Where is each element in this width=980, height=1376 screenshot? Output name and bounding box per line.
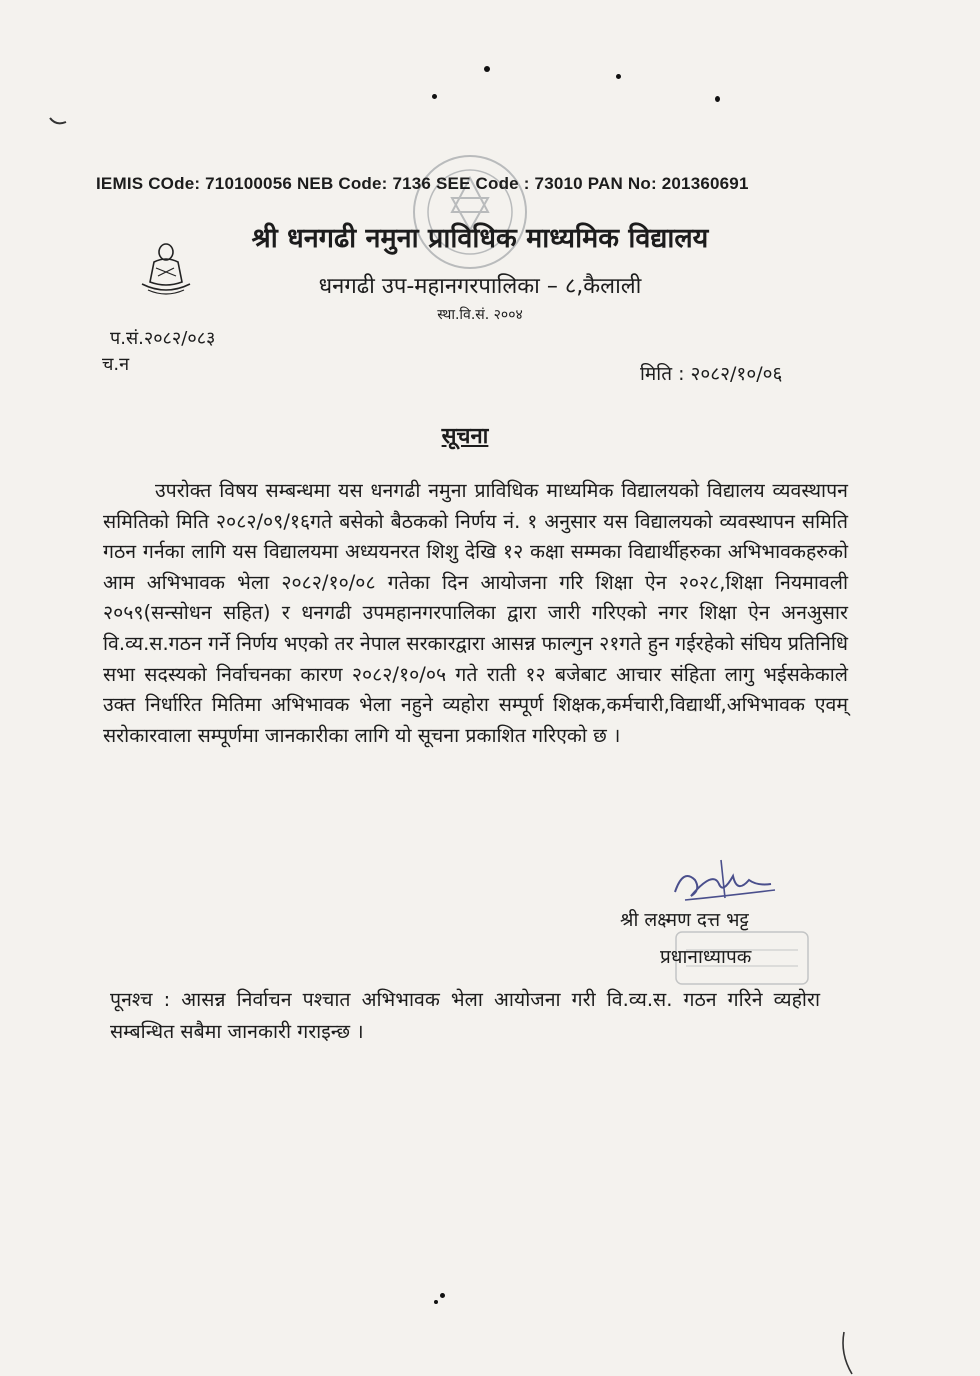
- scan-speck: [616, 74, 621, 79]
- established-year: स्था.वि.सं. २००४: [437, 307, 523, 323]
- institution-codes: IEMIS COde: 710100056 NEB Code: 7136 SEE Code : 73010 PAN No: 201360691: [96, 174, 749, 193]
- signatory-title: प्रधानाध्यापक: [660, 946, 752, 968]
- scan-mark: [838, 1330, 858, 1376]
- postscript: पूनश्च : आसन्न निर्वाचन पश्चात अभिभावक भेला आयोजना गरी वि.व्य.स. गठन गरिने व्यहोरा सम्बन्धित सबैमा जानकारी गराइन्छ ।: [110, 988, 820, 1043]
- dispatch-number: च.न: [102, 354, 130, 375]
- school-address: धनगढी उप-महानगरपालिका – ८,कैलाली: [318, 274, 642, 299]
- school-seal-watermark: [410, 150, 530, 280]
- reference-number: प.सं.२०८२/०८३: [110, 328, 216, 349]
- scan-mark: [46, 114, 70, 134]
- scan-speck: [432, 94, 437, 99]
- notice-date: मिति : २०८२/१०/०६: [640, 363, 783, 385]
- scan-speck: [484, 66, 490, 72]
- notice-title: सूचना: [441, 424, 489, 449]
- scan-speck: [715, 96, 720, 102]
- school-name: श्री धनगढी नमुना प्राविधिक माध्यमिक विद्यालय: [251, 223, 709, 254]
- notice-body: उपरोक्त विषय सम्बन्धमा यस धनगढी नमुना प्राविधिक माध्यमिक विद्यालयको विद्यालय व्यवस्थापन समितिको मिति २०८२/०९/१६गते बसेको बैठकको निर्णय नं. १ अनुसार यस विद्यालयको व्यवस्थापन समिति गठन गर्नका लागि यस विद्यालयमा अध्ययनरत शिशु देखि १२ कक्षा सम्मका विद्यार्थीहरुका अभिभावकहरुको आम अभिभावक भेला २०८२/१०/०८ गतेका दिन आयोजना गरि शिक्षा ऐन २०२८,शिक्षा नियमावली २०५९(सन्सोधन सहित) र धनगढी उपमहानगरपालिका द्वारा जारी गरिएको नगर शिक्षा ऐन अनअुसार वि.व्य.स.गठन गर्ने निर्णय भएको तर नेपाल सरकारद्वारा आसन्न फाल्गुन २१गते हुन गईरहेको संघिय प्रतिनिधि सभा सदस्यको निर्वाचनका कारण २०८२/१०/०५ गते राती १२ बजेबाट आचार संहिता लागु भईसकेकाले उक्त निर्धारित मितिमा अभिभावक भेला नहुने व्यहोरा सम्पूर्ण शिक्षक,कर्मचारी,विद्यार्थी,अभिभावक एवम् सरोकारवाला सम्पूर्णमा जानकारीका लागि यो सूचना प्रकाशित गरिएको छ ।: [103, 479, 848, 747]
- scan-speck: [440, 1293, 445, 1298]
- scan-speck: [434, 1300, 438, 1304]
- signatory-name: श्री लक्ष्मण दत्त भट्ट: [620, 909, 749, 931]
